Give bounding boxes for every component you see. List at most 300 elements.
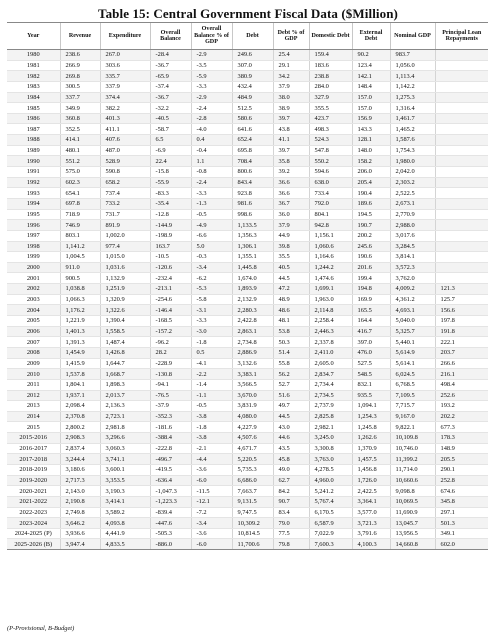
table-header bbox=[7, 23, 488, 50]
cell-overall-balance-pct-gdp: -2.9 bbox=[191, 92, 232, 103]
cell-revenue: 352.5 bbox=[60, 124, 100, 135]
table-row bbox=[7, 337, 488, 348]
cell-debt: 249.6 bbox=[232, 50, 273, 61]
table-row bbox=[7, 135, 488, 146]
table-row bbox=[7, 443, 488, 454]
cell-overall-balance: -352.3 bbox=[150, 411, 191, 422]
cell-revenue: 697.8 bbox=[60, 198, 100, 209]
cell-revenue: 1,038.8 bbox=[60, 284, 100, 295]
cell-revenue: 602.3 bbox=[60, 177, 100, 188]
cell-revenue: 1,454.9 bbox=[60, 347, 100, 358]
cell-revenue: 1,804.1 bbox=[60, 379, 100, 390]
cell-revenue: 575.0 bbox=[60, 167, 100, 178]
cell-overall-balance-pct-gdp: -2.4 bbox=[191, 177, 232, 188]
cell-overall-balance: -55.9 bbox=[150, 177, 191, 188]
table-row bbox=[7, 294, 488, 305]
cell-expenditure: 3,589.2 bbox=[100, 507, 150, 518]
cell-principal-loan-repayments bbox=[435, 92, 488, 103]
cell-overall-balance: -36.7 bbox=[150, 60, 191, 71]
cell-external-debt: 165.5 bbox=[352, 305, 390, 316]
cell-overall-balance-pct-gdp: -1.1 bbox=[191, 390, 232, 401]
cell-year: 1994 bbox=[7, 198, 60, 209]
cell-year: 2003 bbox=[7, 294, 60, 305]
cell-debt-pct-gdp: 34.2 bbox=[273, 71, 309, 82]
cell-external-debt: 157.0 bbox=[352, 103, 390, 114]
cell-overall-balance-pct-gdp: 5.0 bbox=[191, 241, 232, 252]
cell-external-debt: 1,726.0 bbox=[352, 475, 390, 486]
table-row bbox=[7, 464, 488, 475]
cell-external-debt: 142.1 bbox=[352, 71, 390, 82]
cell-principal-loan-repayments: 125.7 bbox=[435, 294, 488, 305]
cell-overall-balance: -505.3 bbox=[150, 528, 191, 539]
cell-debt-pct-gdp: 37.9 bbox=[273, 220, 309, 231]
cell-year: 1986 bbox=[7, 113, 60, 124]
cell-nominal-gdp: 1,980.0 bbox=[390, 156, 435, 167]
table-row bbox=[7, 71, 488, 82]
cell-debt: 10,309.2 bbox=[232, 518, 273, 529]
cell-external-debt: 397.0 bbox=[352, 337, 390, 348]
cell-principal-loan-repayments: 501.3 bbox=[435, 518, 488, 529]
cell-overall-balance: -447.6 bbox=[150, 518, 191, 529]
cell-revenue: 911.0 bbox=[60, 262, 100, 273]
cell-principal-loan-repayments: 297.1 bbox=[435, 507, 488, 518]
cell-nominal-gdp: 7,715.7 bbox=[390, 401, 435, 412]
cell-debt: 981.6 bbox=[232, 198, 273, 209]
table-row bbox=[7, 241, 488, 252]
cell-revenue: 654.1 bbox=[60, 188, 100, 199]
cell-principal-loan-repayments bbox=[435, 60, 488, 71]
cell-expenditure: 4,441.9 bbox=[100, 528, 150, 539]
cell-revenue: 2,143.0 bbox=[60, 486, 100, 497]
cell-external-debt: 245.6 bbox=[352, 241, 390, 252]
table-row bbox=[7, 379, 488, 390]
cell-debt: 484.9 bbox=[232, 92, 273, 103]
cell-nominal-gdp: 5,325.7 bbox=[390, 326, 435, 337]
cell-domestic-debt: 238.8 bbox=[309, 71, 352, 82]
cell-external-debt: 158.2 bbox=[352, 156, 390, 167]
cell-expenditure: 3,353.5 bbox=[100, 475, 150, 486]
cell-overall-balance-pct-gdp: 0.5 bbox=[191, 347, 232, 358]
cell-principal-loan-repayments bbox=[435, 135, 488, 146]
cell-year: 2008 bbox=[7, 347, 60, 358]
cell-debt: 6,686.0 bbox=[232, 475, 273, 486]
cell-nominal-gdp: 14,660.8 bbox=[390, 539, 435, 550]
cell-debt-pct-gdp: 83.4 bbox=[273, 507, 309, 518]
table-row bbox=[7, 305, 488, 316]
cell-debt: 307.0 bbox=[232, 60, 273, 71]
cell-debt: 2,886.9 bbox=[232, 347, 273, 358]
cell-nominal-gdp: 1,142.2 bbox=[390, 81, 435, 92]
cell-principal-loan-repayments bbox=[435, 71, 488, 82]
cell-overall-balance: -94.1 bbox=[150, 379, 191, 390]
cell-principal-loan-repayments: 290.1 bbox=[435, 464, 488, 475]
cell-overall-balance: -1,047.3 bbox=[150, 486, 191, 497]
table-row bbox=[7, 518, 488, 529]
cell-debt-pct-gdp: 48.1 bbox=[273, 316, 309, 327]
cell-principal-loan-repayments: 602.0 bbox=[435, 539, 488, 550]
cell-revenue: 2,908.3 bbox=[60, 433, 100, 444]
cell-debt: 512.5 bbox=[232, 103, 273, 114]
column-header-principal-loan-repayments: Principal Loan Repayments bbox=[435, 23, 488, 50]
cell-overall-balance-pct-gdp: -4.4 bbox=[191, 454, 232, 465]
cell-overall-balance-pct-gdp: -2.2 bbox=[191, 369, 232, 380]
cell-external-debt: 2,422.5 bbox=[352, 486, 390, 497]
cell-year: 2005 bbox=[7, 316, 60, 327]
cell-nominal-gdp: 6,768.5 bbox=[390, 379, 435, 390]
cell-debt-pct-gdp: 39.8 bbox=[273, 241, 309, 252]
cell-overall-balance-pct-gdp: -3.3 bbox=[191, 316, 232, 327]
cell-domestic-debt: 5,767.4 bbox=[309, 496, 352, 507]
cell-revenue: 238.6 bbox=[60, 50, 100, 61]
cell-debt-pct-gdp: 44.5 bbox=[273, 273, 309, 284]
table-row bbox=[7, 401, 488, 412]
cell-overall-balance-pct-gdp: -5.9 bbox=[191, 71, 232, 82]
column-header-year: Year bbox=[7, 23, 60, 50]
cell-nominal-gdp: 2,303.2 bbox=[390, 177, 435, 188]
cell-debt: 7,663.7 bbox=[232, 486, 273, 497]
cell-nominal-gdp: 7,109.5 bbox=[390, 390, 435, 401]
cell-debt-pct-gdp: 51.6 bbox=[273, 390, 309, 401]
cell-nominal-gdp: 1,113.4 bbox=[390, 71, 435, 82]
cell-expenditure: 2,723.1 bbox=[100, 411, 150, 422]
cell-debt: 695.8 bbox=[232, 145, 273, 156]
cell-domestic-debt: 1,474.6 bbox=[309, 273, 352, 284]
cell-domestic-debt: 6,170.5 bbox=[309, 507, 352, 518]
cell-overall-balance-pct-gdp: -11.5 bbox=[191, 486, 232, 497]
cell-year: 2025-2026 (B) bbox=[7, 539, 60, 550]
cell-debt: 708.4 bbox=[232, 156, 273, 167]
cell-external-debt: 190.6 bbox=[352, 252, 390, 263]
cell-domestic-debt: 3,763.0 bbox=[309, 454, 352, 465]
cell-debt: 3,132.6 bbox=[232, 358, 273, 369]
cell-principal-loan-repayments: 191.8 bbox=[435, 326, 488, 337]
cell-revenue: 2,749.8 bbox=[60, 507, 100, 518]
cell-revenue: 3,947.4 bbox=[60, 539, 100, 550]
cell-nominal-gdp: 1,316.4 bbox=[390, 103, 435, 114]
cell-overall-balance: -636.4 bbox=[150, 475, 191, 486]
cell-domestic-debt: 6,587.9 bbox=[309, 518, 352, 529]
cell-overall-balance-pct-gdp: -3.1 bbox=[191, 305, 232, 316]
cell-principal-loan-repayments bbox=[435, 188, 488, 199]
cell-year: 1997 bbox=[7, 230, 60, 241]
fiscal-data-table bbox=[7, 22, 488, 550]
cell-overall-balance: -37.9 bbox=[150, 401, 191, 412]
cell-overall-balance-pct-gdp: -3.0 bbox=[191, 326, 232, 337]
cell-principal-loan-repayments bbox=[435, 167, 488, 178]
cell-domestic-debt: 1,244.2 bbox=[309, 262, 352, 273]
column-header-nominal-gdp: Nominal GDP bbox=[390, 23, 435, 50]
cell-year: 1985 bbox=[7, 103, 60, 114]
cell-external-debt: 1,262.6 bbox=[352, 433, 390, 444]
cell-overall-balance-pct-gdp: -2.1 bbox=[191, 443, 232, 454]
cell-principal-loan-repayments: 345.8 bbox=[435, 496, 488, 507]
cell-overall-balance-pct-gdp: -7.2 bbox=[191, 507, 232, 518]
cell-domestic-debt: 2,258.4 bbox=[309, 316, 352, 327]
cell-nominal-gdp: 983.7 bbox=[390, 50, 435, 61]
cell-overall-balance-pct-gdp: -6.0 bbox=[191, 539, 232, 550]
cell-year: 2000 bbox=[7, 262, 60, 273]
cell-overall-balance-pct-gdp: -3.3 bbox=[191, 81, 232, 92]
cell-expenditure: 303.6 bbox=[100, 60, 150, 71]
cell-principal-loan-repayments: 222.1 bbox=[435, 337, 488, 348]
cell-external-debt: 194.8 bbox=[352, 284, 390, 295]
cell-debt: 380.9 bbox=[232, 71, 273, 82]
cell-year: 2010 bbox=[7, 369, 60, 380]
cell-year: 1993 bbox=[7, 188, 60, 199]
column-header-expenditure: Expenditure bbox=[100, 23, 150, 50]
cell-expenditure: 1,251.9 bbox=[100, 284, 150, 295]
cell-external-debt: 548.5 bbox=[352, 369, 390, 380]
cell-debt: 998.6 bbox=[232, 209, 273, 220]
cell-debt-pct-gdp: 79.8 bbox=[273, 539, 309, 550]
cell-debt: 1,893.9 bbox=[232, 284, 273, 295]
cell-nominal-gdp: 1,461.7 bbox=[390, 113, 435, 124]
cell-overall-balance: -130.8 bbox=[150, 369, 191, 380]
cell-debt: 432.4 bbox=[232, 81, 273, 92]
cell-expenditure: 1,322.6 bbox=[100, 305, 150, 316]
cell-debt-pct-gdp: 35.5 bbox=[273, 252, 309, 263]
cell-principal-loan-repayments: 677.3 bbox=[435, 422, 488, 433]
cell-principal-loan-repayments bbox=[435, 124, 488, 135]
cell-debt-pct-gdp: 36.7 bbox=[273, 198, 309, 209]
cell-revenue: 2,837.4 bbox=[60, 443, 100, 454]
cell-expenditure: 1,668.7 bbox=[100, 369, 150, 380]
cell-year: 1991 bbox=[7, 167, 60, 178]
cell-debt: 4,507.6 bbox=[232, 433, 273, 444]
cell-overall-balance: -1,223.3 bbox=[150, 496, 191, 507]
cell-principal-loan-repayments bbox=[435, 230, 488, 241]
cell-overall-balance-pct-gdp: -6.0 bbox=[191, 475, 232, 486]
table-row bbox=[7, 284, 488, 295]
cell-principal-loan-repayments bbox=[435, 262, 488, 273]
cell-nominal-gdp: 11,714.0 bbox=[390, 464, 435, 475]
cell-domestic-debt: 1,699.1 bbox=[309, 284, 352, 295]
cell-overall-balance: -168.5 bbox=[150, 316, 191, 327]
cell-revenue: 1,391.3 bbox=[60, 337, 100, 348]
cell-nominal-gdp: 5,614.9 bbox=[390, 347, 435, 358]
cell-overall-balance: -886.0 bbox=[150, 539, 191, 550]
cell-revenue: 900.5 bbox=[60, 273, 100, 284]
cell-year: 2004 bbox=[7, 305, 60, 316]
cell-nominal-gdp: 4,693.1 bbox=[390, 305, 435, 316]
cell-overall-balance: -388.4 bbox=[150, 433, 191, 444]
cell-debt-pct-gdp: 38.9 bbox=[273, 103, 309, 114]
cell-debt-pct-gdp: 48.6 bbox=[273, 305, 309, 316]
cell-overall-balance: -28.4 bbox=[150, 50, 191, 61]
cell-external-debt: 1,254.3 bbox=[352, 411, 390, 422]
table-row bbox=[7, 507, 488, 518]
cell-nominal-gdp: 9,098.8 bbox=[390, 486, 435, 497]
cell-external-debt: 1,094.1 bbox=[352, 401, 390, 412]
cell-expenditure: 1,558.5 bbox=[100, 326, 150, 337]
cell-external-debt: 148.0 bbox=[352, 145, 390, 156]
table-row bbox=[7, 252, 488, 263]
cell-expenditure: 4,093.8 bbox=[100, 518, 150, 529]
cell-external-debt: 3,791.6 bbox=[352, 528, 390, 539]
cell-external-debt: 1,370.9 bbox=[352, 443, 390, 454]
cell-year: 2015 bbox=[7, 422, 60, 433]
cell-debt-pct-gdp: 53.8 bbox=[273, 326, 309, 337]
cell-revenue: 414.1 bbox=[60, 135, 100, 146]
cell-year: 1999 bbox=[7, 252, 60, 263]
cell-nominal-gdp: 2,673.1 bbox=[390, 198, 435, 209]
cell-overall-balance: -144.9 bbox=[150, 220, 191, 231]
cell-debt: 5,220.5 bbox=[232, 454, 273, 465]
cell-debt-pct-gdp: 49.7 bbox=[273, 401, 309, 412]
cell-domestic-debt: 3,300.8 bbox=[309, 443, 352, 454]
cell-nominal-gdp: 3,814.1 bbox=[390, 252, 435, 263]
cell-debt-pct-gdp: 55.8 bbox=[273, 358, 309, 369]
table-row bbox=[7, 528, 488, 539]
cell-nominal-gdp: 2,988.0 bbox=[390, 220, 435, 231]
cell-debt-pct-gdp: 36.0 bbox=[273, 209, 309, 220]
cell-external-debt: 190.4 bbox=[352, 188, 390, 199]
cell-domestic-debt: 2,825.8 bbox=[309, 411, 352, 422]
cell-expenditure: 731.7 bbox=[100, 209, 150, 220]
cell-domestic-debt: 1,156.1 bbox=[309, 230, 352, 241]
cell-year: 1982 bbox=[7, 71, 60, 82]
cell-expenditure: 590.8 bbox=[100, 167, 150, 178]
cell-principal-loan-repayments bbox=[435, 241, 488, 252]
cell-overall-balance: -839.4 bbox=[150, 507, 191, 518]
cell-overall-balance: -146.4 bbox=[150, 305, 191, 316]
cell-year: 2022-2023 bbox=[7, 507, 60, 518]
cell-overall-balance-pct-gdp: -0.3 bbox=[191, 252, 232, 263]
cell-external-debt: 157.0 bbox=[352, 92, 390, 103]
cell-expenditure: 335.7 bbox=[100, 71, 150, 82]
cell-debt: 2,132.9 bbox=[232, 294, 273, 305]
cell-debt-pct-gdp: 90.7 bbox=[273, 496, 309, 507]
column-header-revenue: Revenue bbox=[60, 23, 100, 50]
cell-expenditure: 337.9 bbox=[100, 81, 150, 92]
cell-expenditure: 3,600.1 bbox=[100, 464, 150, 475]
cell-overall-balance-pct-gdp: -4.0 bbox=[191, 124, 232, 135]
cell-expenditure: 658.2 bbox=[100, 177, 150, 188]
cell-domestic-debt: 2,114.8 bbox=[309, 305, 352, 316]
cell-domestic-debt: 733.4 bbox=[309, 188, 352, 199]
cell-debt: 3,383.1 bbox=[232, 369, 273, 380]
table-row bbox=[7, 145, 488, 156]
cell-nominal-gdp: 1,465.2 bbox=[390, 124, 435, 135]
cell-expenditure: 487.0 bbox=[100, 145, 150, 156]
cell-overall-balance: -35.4 bbox=[150, 198, 191, 209]
cell-nominal-gdp: 13,956.5 bbox=[390, 528, 435, 539]
cell-external-debt: 194.5 bbox=[352, 209, 390, 220]
cell-domestic-debt: 594.6 bbox=[309, 167, 352, 178]
cell-principal-loan-repayments: 205.5 bbox=[435, 454, 488, 465]
cell-principal-loan-repayments: 203.7 bbox=[435, 347, 488, 358]
cell-year: 1981 bbox=[7, 60, 60, 71]
cell-nominal-gdp: 4,009.2 bbox=[390, 284, 435, 295]
cell-expenditure: 737.4 bbox=[100, 188, 150, 199]
cell-expenditure: 2,136.3 bbox=[100, 401, 150, 412]
cell-domestic-debt: 159.4 bbox=[309, 50, 352, 61]
cell-expenditure: 1,390.4 bbox=[100, 316, 150, 327]
cell-principal-loan-repayments: 252.8 bbox=[435, 475, 488, 486]
cell-principal-loan-repayments bbox=[435, 220, 488, 231]
cell-nominal-gdp: 2,042.0 bbox=[390, 167, 435, 178]
cell-overall-balance: -181.6 bbox=[150, 422, 191, 433]
cell-principal-loan-repayments: 121.3 bbox=[435, 284, 488, 295]
cell-year: 2011 bbox=[7, 379, 60, 390]
table-row bbox=[7, 81, 488, 92]
cell-principal-loan-repayments bbox=[435, 273, 488, 284]
table-row bbox=[7, 198, 488, 209]
cell-expenditure: 891.9 bbox=[100, 220, 150, 231]
cell-principal-loan-repayments bbox=[435, 198, 488, 209]
cell-external-debt: 189.6 bbox=[352, 198, 390, 209]
cell-domestic-debt: 5,241.2 bbox=[309, 486, 352, 497]
cell-year: 1995 bbox=[7, 209, 60, 220]
table-row bbox=[7, 113, 488, 124]
cell-year: 2019-2020 bbox=[7, 475, 60, 486]
cell-principal-loan-repayments bbox=[435, 81, 488, 92]
cell-principal-loan-repayments bbox=[435, 156, 488, 167]
cell-debt-pct-gdp: 51.4 bbox=[273, 347, 309, 358]
cell-domestic-debt: 2,737.9 bbox=[309, 401, 352, 412]
cell-overall-balance-pct-gdp: -2.9 bbox=[191, 50, 232, 61]
cell-nominal-gdp: 9,167.0 bbox=[390, 411, 435, 422]
cell-debt: 580.6 bbox=[232, 113, 273, 124]
cell-nominal-gdp: 10,069.5 bbox=[390, 496, 435, 507]
cell-overall-balance-pct-gdp: -6.6 bbox=[191, 230, 232, 241]
cell-external-debt: 3,364.1 bbox=[352, 496, 390, 507]
cell-nominal-gdp: 1,754.3 bbox=[390, 145, 435, 156]
table-row bbox=[7, 92, 488, 103]
cell-external-debt: 1,456.8 bbox=[352, 464, 390, 475]
cell-principal-loan-repayments bbox=[435, 252, 488, 263]
cell-nominal-gdp: 3,572.3 bbox=[390, 262, 435, 273]
cell-nominal-gdp: 10,109.8 bbox=[390, 433, 435, 444]
cell-revenue: 1,004.5 bbox=[60, 252, 100, 263]
cell-nominal-gdp: 10,660.6 bbox=[390, 475, 435, 486]
cell-debt-pct-gdp: 29.1 bbox=[273, 60, 309, 71]
cell-revenue: 1,537.8 bbox=[60, 369, 100, 380]
cell-principal-loan-repayments bbox=[435, 50, 488, 61]
cell-overall-balance-pct-gdp: -3.4 bbox=[191, 518, 232, 529]
cell-debt: 1,445.8 bbox=[232, 262, 273, 273]
cell-year: 2013 bbox=[7, 401, 60, 412]
cell-overall-balance: -36.7 bbox=[150, 92, 191, 103]
column-header-overall-balance-pct-gdp: Overall Balance % of GDP bbox=[191, 23, 232, 50]
cell-principal-loan-repayments: 266.6 bbox=[435, 358, 488, 369]
cell-expenditure: 1,898.3 bbox=[100, 379, 150, 390]
cell-expenditure: 407.6 bbox=[100, 135, 150, 146]
cell-year: 2014 bbox=[7, 411, 60, 422]
cell-expenditure: 1,132.9 bbox=[100, 273, 150, 284]
cell-overall-balance: -419.5 bbox=[150, 464, 191, 475]
cell-debt-pct-gdp: 39.7 bbox=[273, 113, 309, 124]
cell-revenue: 1,066.3 bbox=[60, 294, 100, 305]
cell-overall-balance-pct-gdp: -3.4 bbox=[191, 262, 232, 273]
cell-external-debt: 832.1 bbox=[352, 379, 390, 390]
column-header-overall-balance: Overall Balance bbox=[150, 23, 191, 50]
cell-overall-balance-pct-gdp: -0.8 bbox=[191, 167, 232, 178]
column-header-debt-pct-gdp: Debt % of GDP bbox=[273, 23, 309, 50]
cell-debt: 843.4 bbox=[232, 177, 273, 188]
cell-debt: 3,670.0 bbox=[232, 390, 273, 401]
cell-external-debt: 201.6 bbox=[352, 262, 390, 273]
cell-year: 2020-2021 bbox=[7, 486, 60, 497]
cell-debt: 11,700.6 bbox=[232, 539, 273, 550]
cell-principal-loan-repayments bbox=[435, 113, 488, 124]
cell-principal-loan-repayments: 674.6 bbox=[435, 486, 488, 497]
cell-revenue: 1,176.2 bbox=[60, 305, 100, 316]
cell-year: 2024-2025 (P) bbox=[7, 528, 60, 539]
cell-overall-balance-pct-gdp: -3.3 bbox=[191, 188, 232, 199]
cell-nominal-gdp: 3,017.6 bbox=[390, 230, 435, 241]
cell-external-debt: 190.7 bbox=[352, 220, 390, 231]
